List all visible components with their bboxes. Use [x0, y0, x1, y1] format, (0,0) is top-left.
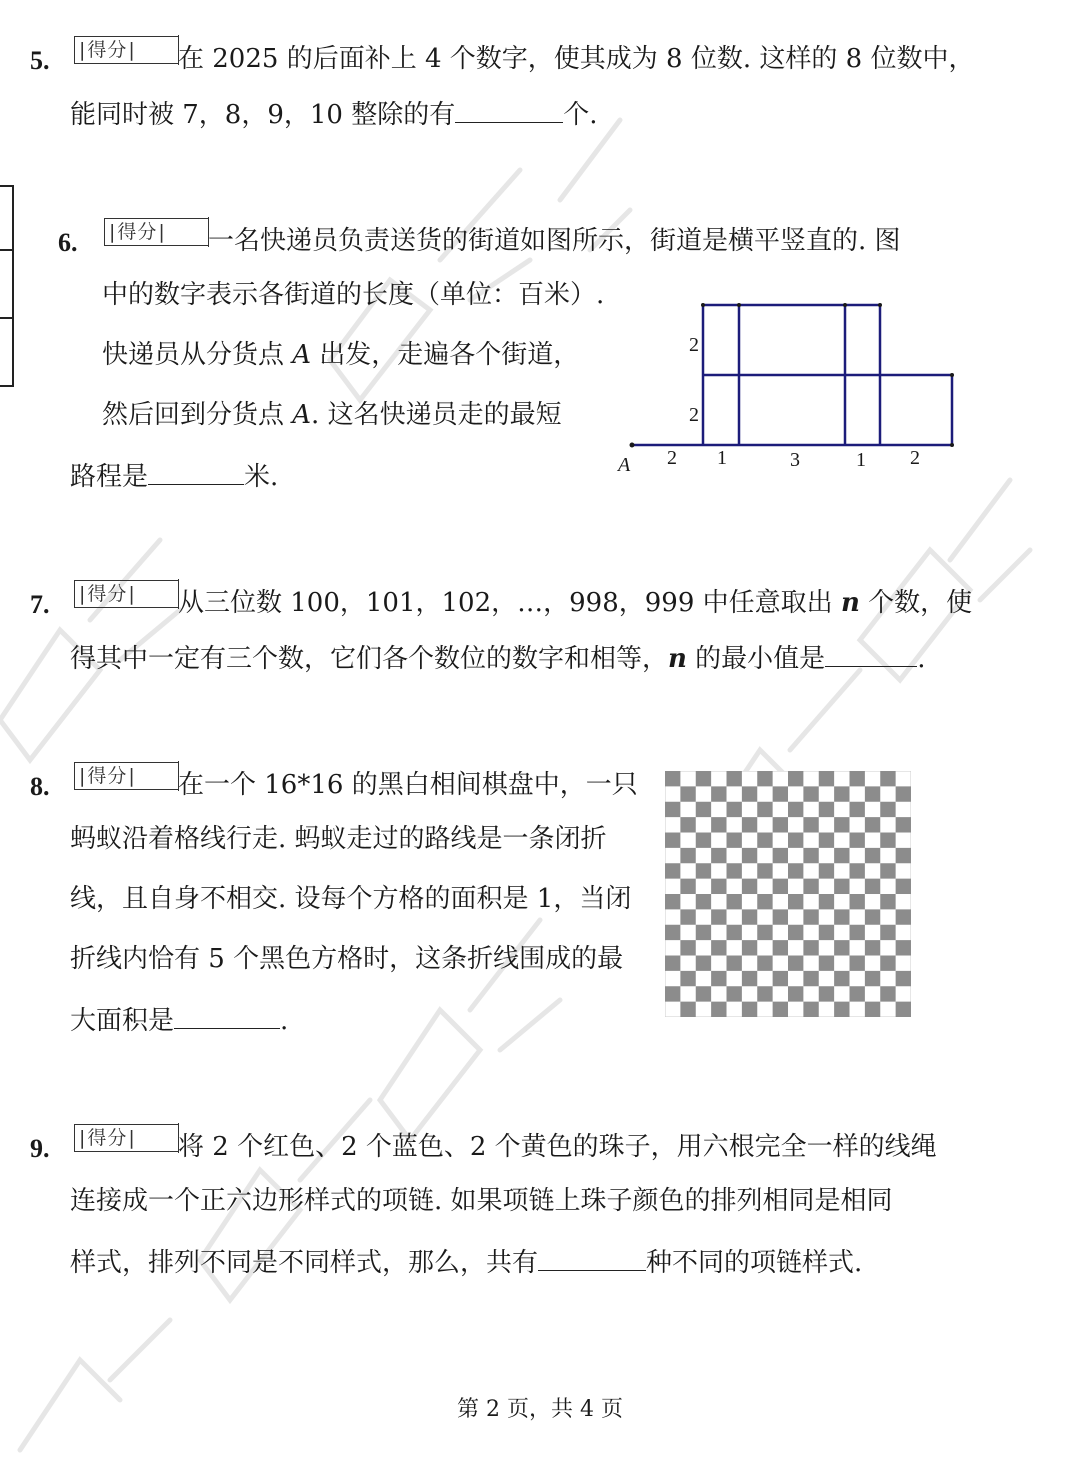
board-dark-square: [896, 971, 911, 986]
board-dark-square: [742, 1002, 757, 1017]
board-dark-square: [819, 802, 834, 817]
corner-dot: [878, 303, 882, 307]
board-dark-square: [803, 940, 818, 955]
board-dark-square: [696, 956, 711, 971]
question-text: 然后回到分货点 A. 这名快递员走的最短: [102, 400, 562, 430]
score-label: | 得分 |: [79, 761, 136, 788]
board-dark-square: [788, 956, 803, 971]
board-dark-square: [850, 833, 865, 848]
question-text: 快递员从分货点 A 出发，走遍各个街道，: [102, 340, 580, 370]
board-dark-square: [757, 894, 772, 909]
board-dark-square: [665, 802, 680, 817]
board-dark-square: [819, 925, 834, 940]
corner-dot: [950, 443, 954, 447]
board-dark-square: [680, 786, 695, 801]
board-dark-square: [665, 986, 680, 1001]
point-a-dot: [630, 443, 635, 448]
margin-binding-box: [0, 185, 14, 387]
board-dark-square: [711, 879, 726, 894]
board-dark-square: [865, 817, 880, 832]
question-text: 在 2025 的后面补上 4 个数字，使其成为 8 位数. 这样的 8 位数中，: [178, 44, 975, 74]
board-dark-square: [880, 833, 895, 848]
question-number: 8.: [30, 772, 50, 801]
board-dark-square: [834, 971, 849, 986]
board-dark-square: [696, 833, 711, 848]
length-label: 2: [689, 334, 699, 356]
board-dark-square: [680, 817, 695, 832]
score-box: [104, 218, 208, 246]
score-label: | 得分 |: [79, 1123, 136, 1150]
board-dark-square: [711, 817, 726, 832]
board-dark-square: [711, 940, 726, 955]
board-dark-square: [834, 1002, 849, 1017]
board-dark-square: [788, 863, 803, 878]
board-dark-square: [742, 879, 757, 894]
board-dark-square: [773, 848, 788, 863]
board-dark-square: [896, 848, 911, 863]
board-dark-square: [819, 863, 834, 878]
length-label: 1: [856, 449, 866, 471]
board-dark-square: [680, 879, 695, 894]
board-dark-square: [819, 956, 834, 971]
board-dark-square: [788, 894, 803, 909]
board-dark-square: [803, 879, 818, 894]
board-dark-square: [865, 940, 880, 955]
board-dark-square: [665, 925, 680, 940]
board-dark-square: [865, 909, 880, 924]
board-dark-square: [880, 863, 895, 878]
board-dark-square: [880, 771, 895, 786]
board-dark-square: [803, 786, 818, 801]
board-dark-square: [819, 894, 834, 909]
board-dark-square: [773, 786, 788, 801]
question-text: 得其中一定有三个数，它们各个数位的数字和相等，n 的最小值是 .: [70, 644, 926, 674]
board-dark-square: [850, 863, 865, 878]
board-dark-square: [865, 1002, 880, 1017]
board-dark-square: [834, 848, 849, 863]
board-dark-square: [896, 940, 911, 955]
board-dark-square: [665, 894, 680, 909]
board-dark-square: [865, 848, 880, 863]
board-dark-square: [803, 971, 818, 986]
board-dark-square: [680, 971, 695, 986]
board-dark-square: [850, 894, 865, 909]
board-dark-square: [711, 786, 726, 801]
board-dark-square: [834, 940, 849, 955]
question-text: 中的数字表示各街道的长度（单位：百米）.: [102, 280, 605, 310]
score-label: | 得分 |: [109, 217, 166, 244]
board-dark-square: [711, 971, 726, 986]
board-dark-square: [880, 802, 895, 817]
corner-dot: [843, 303, 847, 307]
board-dark-square: [757, 802, 772, 817]
length-label: 2: [689, 404, 699, 426]
board-dark-square: [896, 1002, 911, 1017]
score-box: [74, 1124, 178, 1152]
board-dark-square: [850, 925, 865, 940]
score-label: | 得分 |: [79, 579, 136, 606]
answer-blank[interactable]: [538, 1248, 646, 1271]
board-dark-square: [680, 848, 695, 863]
board-dark-square: [850, 771, 865, 786]
board-dark-square: [834, 909, 849, 924]
board-dark-square: [850, 986, 865, 1001]
board-dark-square: [896, 786, 911, 801]
board-dark-square: [865, 879, 880, 894]
question-number: 5.: [30, 46, 50, 75]
answer-blank[interactable]: [825, 644, 917, 667]
corner-dot: [950, 373, 954, 377]
question-text: 蚂蚁沿着格线行走. 蚂蚁走过的路线是一条闭折: [70, 824, 607, 854]
board-dark-square: [665, 863, 680, 878]
board-dark-square: [834, 817, 849, 832]
board-dark-square: [757, 833, 772, 848]
question-number: 6.: [58, 228, 78, 257]
board-dark-square: [742, 786, 757, 801]
board-dark-square: [773, 971, 788, 986]
board-dark-square: [665, 956, 680, 971]
board-dark-square: [803, 848, 818, 863]
board-dark-square: [773, 940, 788, 955]
board-dark-square: [757, 986, 772, 1001]
board-dark-square: [788, 833, 803, 848]
board-dark-square: [803, 1002, 818, 1017]
board-dark-square: [711, 848, 726, 863]
board-dark-square: [727, 894, 742, 909]
answer-blank[interactable]: [148, 462, 244, 485]
board-dark-square: [865, 971, 880, 986]
board-dark-square: [727, 956, 742, 971]
board-dark-square: [680, 940, 695, 955]
board-dark-square: [803, 817, 818, 832]
board-dark-square: [880, 894, 895, 909]
board-dark-square: [711, 909, 726, 924]
board-dark-square: [788, 771, 803, 786]
question-text: 从三位数 100，101，102，…，998，999 中任意取出 n 个数，使: [178, 588, 973, 618]
board-dark-square: [850, 802, 865, 817]
length-label: 1: [717, 447, 727, 469]
score-box: [74, 36, 178, 64]
question-text: 线，且自身不相交. 设每个方格的面积是 1，当闭: [70, 884, 632, 914]
board-dark-square: [711, 1002, 726, 1017]
board-dark-square: [742, 817, 757, 832]
question-number: 7.: [30, 590, 50, 619]
board-dark-square: [665, 771, 680, 786]
board-dark-square: [803, 909, 818, 924]
board-dark-square: [757, 863, 772, 878]
board-dark-square: [880, 956, 895, 971]
board-dark-square: [834, 879, 849, 894]
question-text: 折线内恰有 5 个黑色方格时，这条折线围成的最: [70, 944, 624, 974]
board-dark-square: [788, 986, 803, 1001]
board-dark-square: [865, 786, 880, 801]
board-dark-square: [742, 971, 757, 986]
board-dark-square: [727, 863, 742, 878]
answer-blank[interactable]: [174, 1006, 280, 1029]
score-box: [74, 580, 178, 608]
board-dark-square: [696, 802, 711, 817]
board-dark-square: [834, 786, 849, 801]
question-text: 一名快递员负责送货的街道如图所示，街道是横平竖直的. 图: [208, 226, 901, 256]
board-dark-square: [696, 771, 711, 786]
board-dark-square: [727, 771, 742, 786]
question-text: 能同时被 7，8，9，10 整除的有 个.: [70, 100, 598, 130]
board-dark-square: [773, 1002, 788, 1017]
board-dark-square: [696, 894, 711, 909]
board-dark-square: [757, 956, 772, 971]
board-dark-square: [696, 863, 711, 878]
board-dark-square: [680, 1002, 695, 1017]
board-dark-square: [773, 879, 788, 894]
board-dark-square: [880, 925, 895, 940]
board-dark-square: [850, 956, 865, 971]
question-text: 连接成一个正六边形样式的项链. 如果项链上珠子颜色的排列相同是相同: [70, 1186, 893, 1216]
board-dark-square: [819, 771, 834, 786]
page-footer: 第 2 页，共 4 页: [457, 1397, 623, 1422]
score-box: [74, 762, 178, 790]
checkerboard-figure: [665, 771, 911, 1017]
question-number: 9.: [30, 1134, 50, 1163]
score-label: | 得分 |: [79, 35, 136, 62]
answer-blank[interactable]: [455, 100, 563, 123]
board-dark-square: [819, 833, 834, 848]
question-text: 样式，排列不同是不同样式，那么，共有 种不同的项链样式.: [70, 1248, 863, 1278]
street-map-figure: [610, 295, 970, 485]
board-dark-square: [742, 940, 757, 955]
board-dark-square: [757, 771, 772, 786]
board-dark-square: [727, 833, 742, 848]
length-label: 3: [790, 449, 800, 471]
board-dark-square: [788, 925, 803, 940]
question-text: 将 2 个红色、2 个蓝色、2 个黄色的珠子，用六根完全一样的线绳: [178, 1132, 937, 1162]
board-dark-square: [819, 986, 834, 1001]
board-dark-square: [757, 925, 772, 940]
length-label: 2: [667, 447, 677, 469]
board-dark-square: [727, 802, 742, 817]
board-dark-square: [742, 848, 757, 863]
board-dark-square: [696, 925, 711, 940]
board-dark-square: [773, 909, 788, 924]
question-text: 在一个 16*16 的黑白相间棋盘中，一只: [178, 770, 638, 800]
board-dark-square: [696, 986, 711, 1001]
board-dark-square: [896, 817, 911, 832]
corner-dot: [737, 303, 741, 307]
point-a-label: A: [618, 454, 631, 476]
board-dark-square: [896, 909, 911, 924]
board-dark-square: [742, 909, 757, 924]
board-dark-square: [773, 817, 788, 832]
board-dark-square: [880, 986, 895, 1001]
board-dark-square: [665, 833, 680, 848]
board-dark-square: [727, 986, 742, 1001]
board-dark-square: [788, 802, 803, 817]
question-text: 大面积是 .: [70, 1006, 289, 1036]
board-dark-square: [727, 925, 742, 940]
board-dark-square: [896, 879, 911, 894]
corner-dot: [701, 303, 705, 307]
length-label: 2: [910, 447, 920, 469]
board-dark-square: [680, 909, 695, 924]
question-text: 路程是 米.: [70, 462, 279, 492]
